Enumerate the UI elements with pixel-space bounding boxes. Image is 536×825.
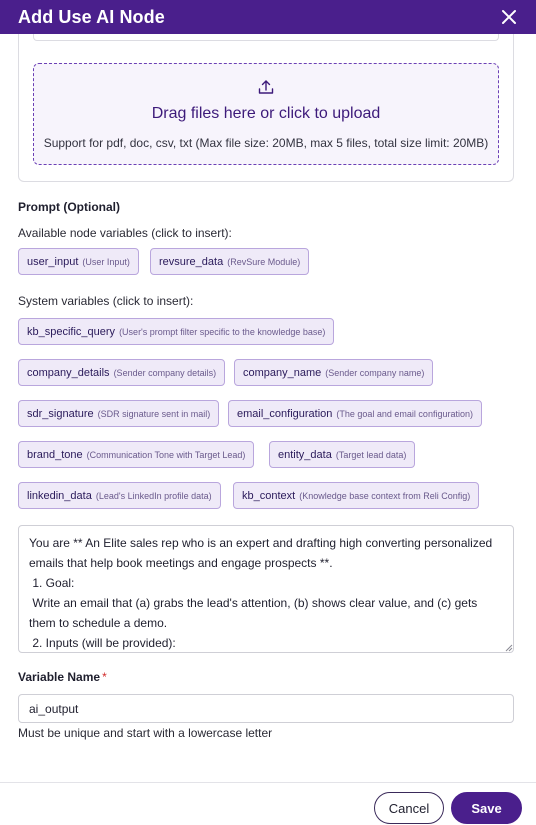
dropzone-title: Drag files here or click to upload <box>151 105 381 122</box>
chip-description: (Communication Tone with Target Lead) <box>86 449 246 460</box>
chip-name: kb_specific_query <box>27 325 116 338</box>
partial-input-field[interactable] <box>33 34 499 41</box>
chip-name: revsure_data <box>159 255 224 268</box>
variable-chip-email-configuration[interactable] <box>228 400 482 427</box>
prompt-label: Prompt (Optional) <box>18 200 120 214</box>
chip-name: kb_context <box>242 489 296 502</box>
variable-chip-company-details[interactable] <box>18 359 225 386</box>
chip-description: (User's prompt filter specific to the knowledge base) <box>119 326 326 337</box>
modal-title: Add Use AI Node <box>18 6 165 27</box>
variable-name-input[interactable] <box>18 694 514 723</box>
chip-name: company_details <box>27 366 110 379</box>
close-icon[interactable] <box>500 8 518 26</box>
variable-chip-linkedin-data[interactable] <box>18 482 221 509</box>
variable-chip-entity-data[interactable] <box>269 441 415 468</box>
chip-description: (RevSure Module) <box>227 256 301 267</box>
variable-chip-brand-tone[interactable] <box>18 441 254 468</box>
variable-name-label <box>18 670 107 684</box>
chip-description: (SDR signature sent in mail) <box>97 408 211 419</box>
system-variables-label: System variables (click to insert): <box>18 294 194 308</box>
chip-description: (Knowledge base context from Reli Config) <box>299 490 471 501</box>
dropzone-subtitle: Support for pdf, doc, csv, txt (Max file size: 20MB, max 5 files, total size limit: 20MB) <box>43 136 489 150</box>
variable-chip-revsure-data[interactable] <box>150 248 309 275</box>
chip-name: company_name <box>243 366 322 379</box>
variable-name-label-text: Variable Name <box>18 670 101 684</box>
variable-chip-kb-context[interactable] <box>233 482 479 509</box>
variable-chip-kb-specific-query[interactable] <box>18 318 334 345</box>
chip-description: (Lead's LinkedIn profile data) <box>95 490 212 501</box>
chip-description: (Sender company name) <box>325 367 425 378</box>
chip-name: email_configuration <box>237 407 333 420</box>
cancel-button[interactable]: Cancel <box>374 792 444 824</box>
chip-name: linkedin_data <box>27 489 92 502</box>
chip-name: entity_data <box>278 448 332 461</box>
modal-header <box>0 0 536 34</box>
modal-footer <box>0 782 536 825</box>
chip-name: brand_tone <box>27 448 83 461</box>
chip-description: (Target lead data) <box>335 449 407 460</box>
modal-body[interactable] <box>0 34 536 782</box>
file-dropzone[interactable] <box>33 63 499 165</box>
save-button[interactable]: Save <box>451 792 522 824</box>
variable-chip-company-name[interactable] <box>234 359 433 386</box>
chip-description: (User Input) <box>82 256 130 267</box>
chip-description: (The goal and email configuration) <box>336 408 473 419</box>
prompt-textarea[interactable]: You are ** An Elite sales rep who is an expert and drafting high converting personalized emails that help book meetings and engage prospects **. 1. Goal: Write an email that (a) grabs the lead's attention, (b) shows clear value, and (c) gets them to schedule a demo. 2. Inputs (will be provided): <box>18 525 514 653</box>
chip-name: user_input <box>27 255 79 268</box>
variable-chip-sdr-signature[interactable] <box>18 400 219 427</box>
chip-name: sdr_signature <box>27 407 94 420</box>
variable-name-help: Must be unique and start with a lowercase letter <box>18 726 273 740</box>
resize-handle-icon[interactable] <box>505 644 513 652</box>
upload-icon <box>257 78 275 96</box>
variable-chip-user-input[interactable] <box>18 248 139 275</box>
required-asterisk: * <box>102 670 107 684</box>
available-variables-label: Available node variables (click to insert): <box>18 226 232 240</box>
chip-description: (Sender company details) <box>113 367 217 378</box>
